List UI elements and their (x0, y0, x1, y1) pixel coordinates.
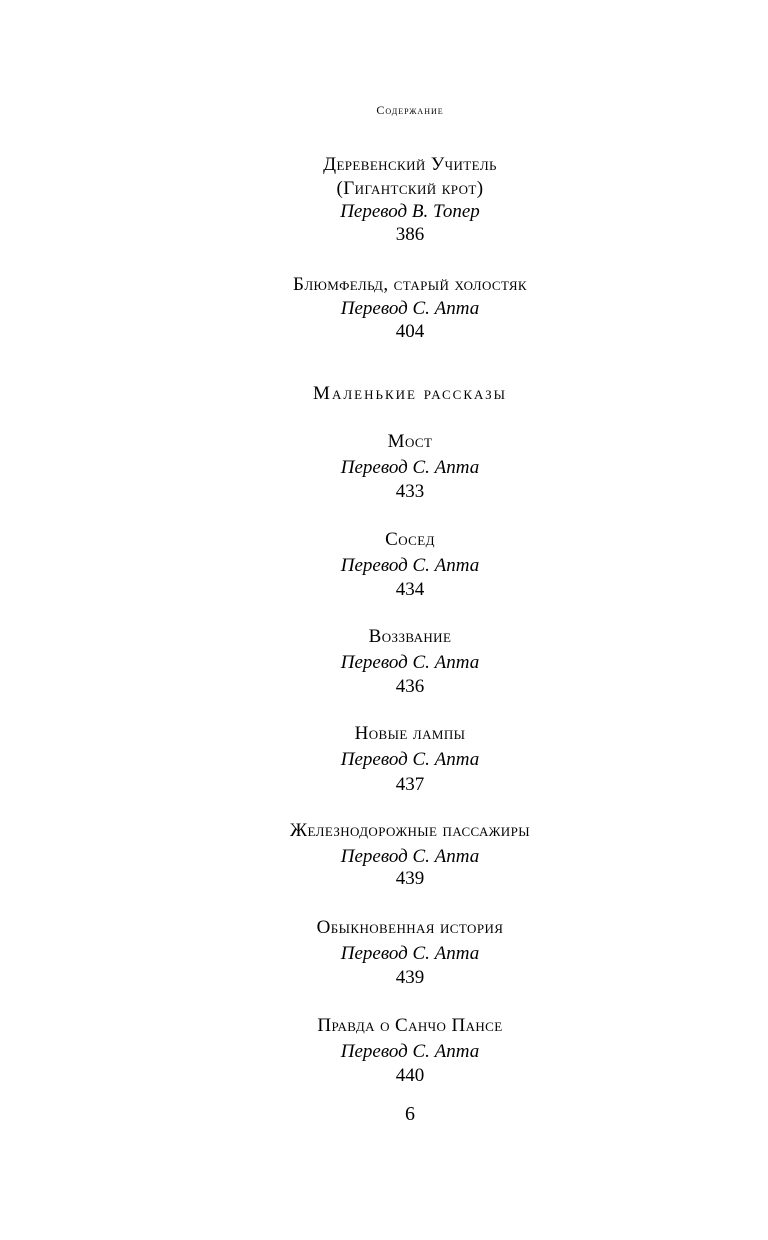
toc-entry-title: Железнодорожные пассажиры (290, 820, 530, 841)
toc-entry-title: Сосед (385, 529, 435, 550)
toc-entry-translator: Перевод С. Апта (340, 457, 480, 478)
toc-entry-translator: Перевод С. Апта (340, 846, 480, 867)
toc-entry-page: 440 (395, 1065, 425, 1086)
toc-entry-title: Блюмфельд, старый холостяк (293, 274, 527, 295)
page-number: 6 (405, 1103, 415, 1125)
toc-entry-translator: Перевод С. Апта (340, 1041, 480, 1062)
toc-entry-page: 404 (395, 321, 425, 342)
toc-entry-translator: Перевод С. Апта (340, 943, 480, 964)
toc-entry-title: Деревенский Учитель (323, 154, 497, 175)
toc-entry-page: 433 (395, 481, 425, 502)
toc-entry-translator: Перевод С. Апта (340, 555, 480, 576)
toc-entry-page: 437 (395, 774, 425, 795)
toc-entry-page: 386 (395, 224, 425, 245)
toc-entry-title: Обыкновенная история (316, 917, 504, 938)
toc-entry-translator: Перевод С. Апта (340, 298, 480, 319)
toc-entry-title: Правда о Санчо Пансе (317, 1015, 503, 1036)
toc-entry-translator: Перевод С. Апта (340, 652, 480, 673)
toc-entry-page: 436 (395, 676, 425, 697)
toc-entry-page: 439 (395, 868, 425, 889)
toc-entry-page: 439 (395, 967, 425, 988)
toc-entry-title: Новые лампы (354, 723, 466, 744)
toc-entry-title: Воззвание (368, 626, 452, 647)
section-title: Маленькие рассказы (313, 383, 507, 404)
toc-entry-page: 434 (395, 579, 425, 600)
toc-entry-subtitle: (Гигантский крот) (336, 178, 484, 199)
running-head: Содержание (376, 103, 444, 117)
toc-entry-translator: Перевод С. Апта (340, 749, 480, 770)
toc-entry-title: Мост (387, 431, 433, 452)
toc-entry-translator: Перевод В. Топер (340, 201, 480, 222)
